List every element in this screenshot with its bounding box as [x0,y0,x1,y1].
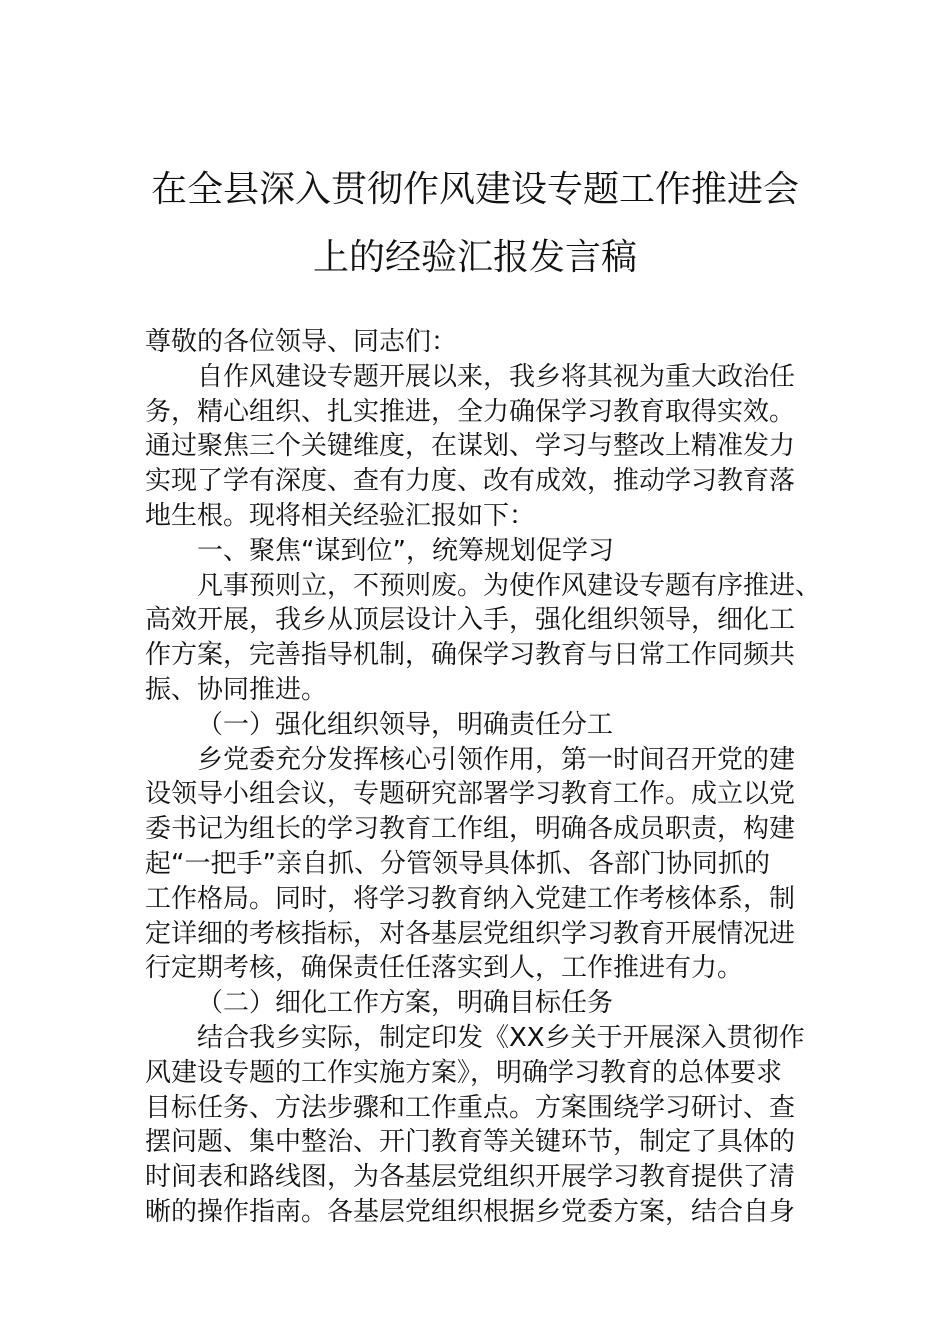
paragraph-line: 委书记为组长的学习教育工作组，明确各成员职责，构建 [145,814,796,845]
paragraph-line: 务，精心组织、扎实推进，全力确保学习教育取得实效。 [145,396,796,427]
paragraph-line: 目标任务、方法步骤和工作重点。方案围绕学习研讨、查 [145,1092,796,1123]
paragraph-line: 行定期考核，确保责任任落实到人，工作推进有力。 [145,953,744,984]
section-heading: 一、聚焦“谋到位”，统筹规划促学习 [197,535,614,566]
paragraph-line: 设领导小组会议，专题研究部署学习教育工作。成立以党 [145,779,796,810]
paragraph-line: 凡事预则立，不预则废。为使作风建设专题有序推进、 [197,570,822,601]
subsection-heading: （一）强化组织领导，明确责任分工 [197,709,614,740]
paragraph-line: 摆问题、集中整治、开门教育等关键环节，制定了具体的 [145,1127,796,1158]
paragraph-line: 起“一把手”亲自抓、分管领导具体抓、各部门协同抓的 [145,848,770,879]
subsection-heading: （二）细化工作方案，明确目标任务 [197,988,614,1019]
paragraph-line: 晰的操作指南。各基层党组织根据乡党委方案，结合自身 [145,1196,796,1227]
paragraph-line: 通过聚焦三个关键维度，在谋划、学习与整改上精准发力 [145,431,796,462]
paragraph-line: 高效开展，我乡从顶层设计入手，强化组织领导，细化工 [145,605,796,636]
paragraph-line: 乡党委充分发挥核心引领作用，第一时间召开党的建 [197,744,796,775]
paragraph-line: 工作格局。同时，将学习教育纳入党建工作考核体系，制 [145,883,796,914]
document-title-line-2: 上的经验汇报发言稿 [312,237,637,278]
paragraph-line: 定详细的考核指标，对各基层党组织学习教育开展情况进 [145,918,796,949]
document-body [145,325,822,1230]
document-title-line-1: 在全县深入贯彻作风建设专题工作推进会 [150,169,799,210]
paragraph-line: 地生根。现将相关经验汇报如下： [145,500,536,531]
paragraph-line: 振、协同推进。 [145,674,328,705]
paragraph-line: 自作风建设专题开展以来，我乡将其视为重大政治任 [197,361,796,392]
paragraph-line: 作方案，完善指导机制，确保学习教育与日常工作同频共 [145,640,796,671]
paragraph-line: 实现了学有深度、查有力度、改有成效，推动学习教育落 [145,466,796,497]
salutation: 尊敬的各位领导、同志们： [145,327,458,357]
paragraph-line: 结合我乡实际，制定印发《XX乡关于开展深入贯彻作 [197,1022,805,1053]
paragraph-line: 风建设专题的工作实施方案》，明确学习教育的总体要求 [145,1057,783,1088]
paragraph-line: 时间表和路线图，为各基层党组织开展学习教育提供了清 [145,1162,796,1193]
